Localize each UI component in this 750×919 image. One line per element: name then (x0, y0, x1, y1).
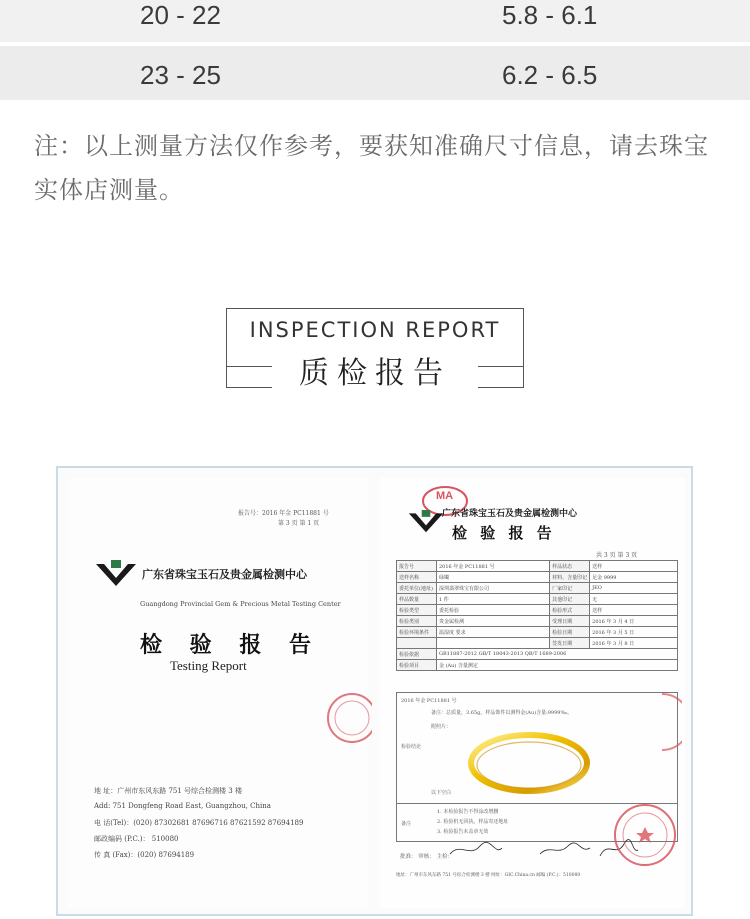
conclusion-label: 检验结论 (401, 744, 422, 750)
table-cell: 检验环境条件 (397, 627, 437, 638)
page-number: 共 3 页 第 3 页 (596, 552, 638, 559)
table-row (397, 561, 678, 572)
report-title-en: Testing Report (170, 658, 247, 673)
result-text: 备注：总质量，3.65g。样品饰件以测得金(Au)含量:9999‰。 (431, 710, 573, 716)
table-row (397, 583, 678, 594)
table-cell (397, 638, 437, 649)
remarks-label: 备注 (401, 821, 412, 827)
table-cell: 无 (590, 594, 678, 605)
table-cell: 样品状态 (550, 561, 590, 572)
remark-item: 3. 检验报告未盖章无效 (437, 829, 489, 835)
center-logo-icon (406, 510, 446, 534)
measurement-note: 注：以上测量方法仅作参考，要获知准确尺寸信息，请去珠宝实体店测量。 (34, 132, 709, 204)
table-row (397, 594, 678, 605)
table-cell: 绿镯 (437, 572, 550, 583)
certificate-result-page (380, 478, 685, 908)
table-cell: 检验类型 (397, 605, 437, 616)
page-number: 第 3 页 第 1 页 (278, 520, 320, 527)
table-cell: 报告号 (397, 561, 437, 572)
signature-line: 批准： 审核： 主检： (400, 854, 453, 860)
table-cell: 检验项目 (397, 660, 437, 671)
org-name-en: Guangdong Provincial Gem & Precious Metal Testing Center (140, 600, 341, 608)
fax: 传 真 (Fax)：(020) 87694189 (94, 851, 195, 859)
address-en: Add: 751 Dongfeng Road East, Guangzhou, China (94, 802, 271, 810)
size-value: 6.2 - 6.5 (502, 60, 598, 90)
table-row (397, 638, 678, 649)
size-table-row (0, 46, 750, 100)
report-info-table (396, 560, 678, 671)
table-cell: 金 (Au) 含量测定 (437, 660, 678, 671)
table-cell: 检验形式 (550, 605, 590, 616)
table-cell: 检验依据 (397, 649, 437, 660)
table-cell: 其他印记 (550, 594, 590, 605)
table-cell: 样品数量 (397, 594, 437, 605)
table-cell: 厂家印记 (550, 583, 590, 594)
table-cell (437, 638, 550, 649)
remark-item: 2. 检验机无回执。样品寄还地址 (437, 819, 509, 825)
table-cell: 材料、含量印记 (550, 572, 590, 583)
table-row (397, 572, 678, 583)
table-cell: GB11887-2012 GB/T 18043-2013 QB/T 1689-2006 (437, 649, 678, 660)
footer-info: 地址：广州市东风东路 751 号综合检测楼 3 楼 网址：GIC.China.cn 邮编 (P.C.)：510080 (396, 873, 581, 878)
red-seal-edge-icon (658, 692, 682, 752)
table-cell: 送样名称 (397, 572, 437, 583)
table-cell: 深圳翡翠珠宝有限公司 (437, 583, 550, 594)
certificate-cover (68, 478, 368, 908)
red-seal-icon (322, 688, 372, 748)
table-cell: 贵金属检测 (437, 616, 550, 627)
table-cell: 2016 年 3 月 8 日 (590, 638, 678, 649)
table-cell: 检验日期 (550, 627, 590, 638)
table-row (397, 616, 678, 627)
table-row (397, 649, 678, 660)
size-value: 5.8 - 6.1 (502, 0, 598, 30)
red-seal-icon (610, 800, 680, 870)
size-table-row (0, 0, 750, 42)
table-row (397, 660, 678, 671)
ma-seal-text: MA (436, 490, 454, 502)
size-range: 20 - 22 (140, 0, 221, 30)
org-name-cn: 广东省珠宝玉石及贵金属检测中心 (142, 568, 307, 581)
heading-english: INSPECTION REPORT (249, 318, 501, 342)
result-number: 2016 年金 PC11881 号 (401, 698, 457, 704)
report-title-cn: 检 验 报 告 (452, 524, 556, 542)
table-cell: 送样 (590, 561, 678, 572)
heading-line-right (478, 366, 524, 367)
report-number: 报告号：2016 年金 PC11881 号 (238, 510, 329, 517)
center-logo-icon (94, 560, 138, 588)
table-cell: 2016 年 3 月 5 日 (590, 627, 678, 638)
table-cell: 签发日期 (550, 638, 590, 649)
heading-chinese: 质检报告 (272, 348, 478, 388)
table-cell: 委托检验 (437, 605, 550, 616)
report-title-cn: 检 验 报 告 (140, 632, 321, 658)
size-range: 23 - 25 (140, 60, 221, 90)
telephone: 电 话(Tel)：(020) 87302681 87696716 87621592 87694189 (94, 819, 304, 827)
photo-label: 附照片： (431, 724, 452, 730)
heading-line-left (226, 366, 272, 367)
table-row (397, 605, 678, 616)
table-cell: 受理日期 (550, 616, 590, 627)
table-cell: 2016 年 3 月 4 日 (590, 616, 678, 627)
postcode: 邮政编码 (P.C.)： 510080 (94, 835, 179, 843)
table-cell: 2016 年金 PC11881 号 (437, 561, 550, 572)
org-name-cn: 广东省珠宝玉石及贵金属检测中心 (442, 509, 578, 519)
table-cell: JEO (590, 583, 678, 594)
table-row (397, 627, 678, 638)
table-cell: 送样 (590, 605, 678, 616)
table-cell: 1 件 (437, 594, 550, 605)
table-cell: 温湿度 要求 (437, 627, 550, 638)
table-cell: 委托单位(地址) (397, 583, 437, 594)
table-cell: 检验类别 (397, 616, 437, 627)
blank-label: 以下空白 (431, 790, 452, 796)
gold-ring-photo (467, 727, 591, 797)
remark-item: 1. 本检验报告不得涂改增删 (437, 809, 499, 815)
table-cell: 足金 9999 (590, 572, 678, 583)
address-cn: 地 址：广州市东风东路 751 号综合检测楼 3 楼 (94, 787, 242, 795)
result-block (396, 692, 678, 804)
